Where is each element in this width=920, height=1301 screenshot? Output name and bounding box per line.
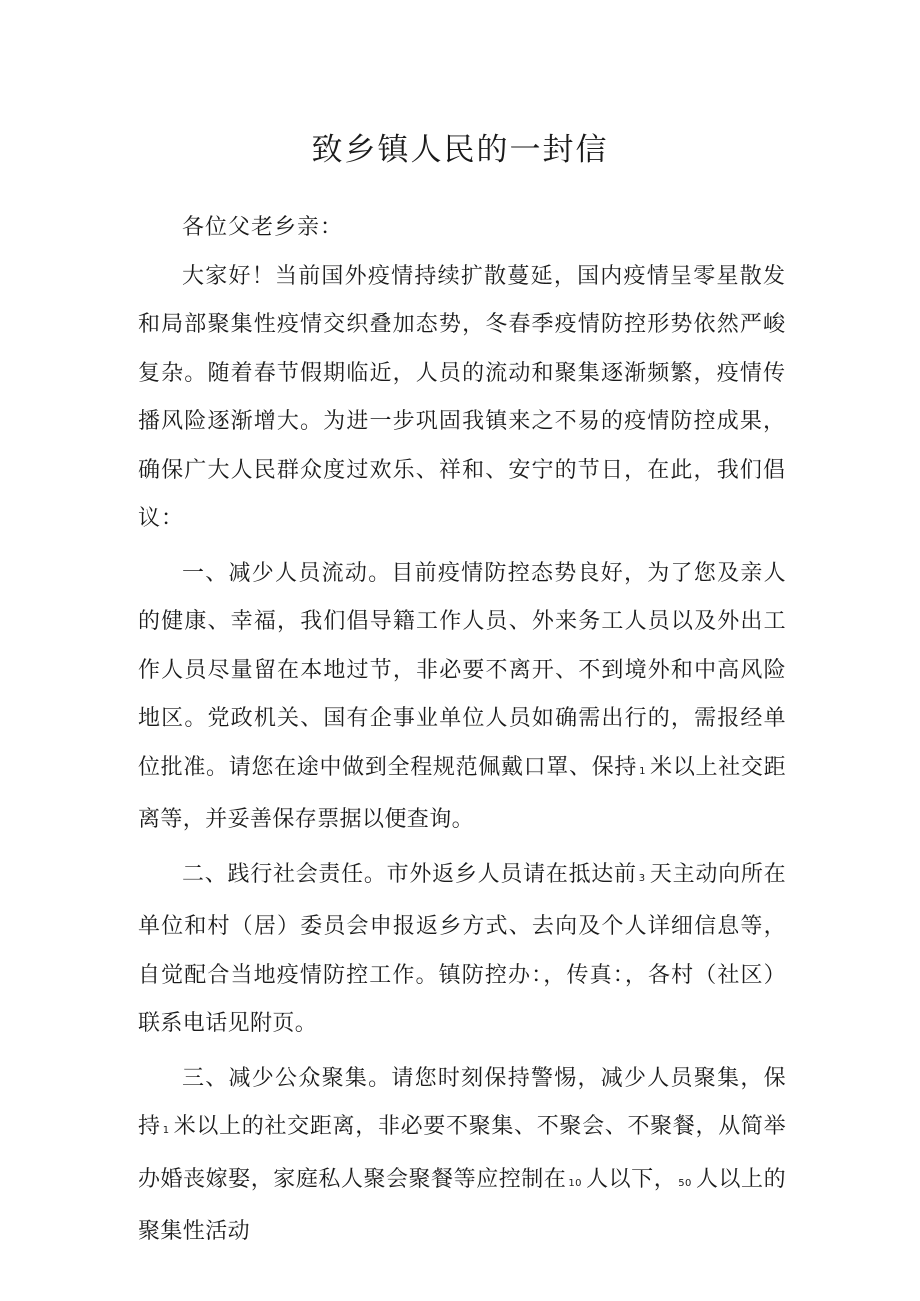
item-2-number-a: 3 <box>638 872 646 884</box>
item-3-number-c: 50 <box>678 1177 692 1189</box>
item-3-paragraph <box>138 1055 786 1257</box>
letter-body <box>138 204 786 1257</box>
item-3-text-d: 人以上的聚集性活动 <box>138 1166 786 1244</box>
item-2-text-a: 二、践行社会责任。市外返乡人员请在抵达前 <box>182 861 637 887</box>
item-3-number-b: 10 <box>568 1177 582 1189</box>
item-1-number-a: 1 <box>639 765 646 777</box>
item-2-paragraph <box>138 851 786 1049</box>
item-3-text-a: 三、减少公众聚集。请您时刻保持警惕，减少人员聚集，保持 <box>138 1065 786 1139</box>
item-1-text-a: 一、减少人员流动。目前疫情防控态势良好，为了您及亲人的健康、幸福，我们倡导籍工作人员、外来务工人员以及外出工作人员尽量留在本地过节，非必要不离开、不到境外和中高风险地区。党政机关、国有企事业单位人员如确需出行的，需报经单位批准。请您在途中做到全程规范佩戴口罩、保持 <box>138 560 786 780</box>
intro-paragraph: 大家好！当前国外疫情持续扩散蔓延，国内疫情呈零星散发和局部聚集性疫情交织叠加态势，冬春季疫情防控形势依然严峻复杂。随着春节假期临近，人员的流动和聚集逐渐频繁，疫情传播风险逐渐增大。为进一步巩固我镇来之不易的疫情防控成果，确保广大人民群众度过欢乐、祥和、安宁的节日，在此，我们倡议： <box>138 263 786 531</box>
item-1-text-b: 米以上社交距离等，并妥善保存票据以便查询。 <box>138 754 786 832</box>
document-title: 致乡镇人民的一封信 <box>311 132 609 168</box>
salutation: 各位父老乡亲： <box>182 215 344 240</box>
item-3-number-a: 1 <box>162 1125 170 1136</box>
item-3-text-b: 米以上的社交距离，非必要不聚集、不聚会、不聚餐，从简举办婚丧嫁娶，家庭私人聚会聚餐等应控制在 <box>138 1114 786 1192</box>
item-1-paragraph <box>138 550 786 845</box>
item-2-text-b: 天主动向所在单位和村（居）委员会申报返乡方式、去向及个人详细信息等，自觉配合当地疫情防控工作。镇防控办：，传真：，各村（社区）联系电话见附页。 <box>138 861 786 1036</box>
item-3-text-c: 人以下， <box>585 1166 677 1192</box>
